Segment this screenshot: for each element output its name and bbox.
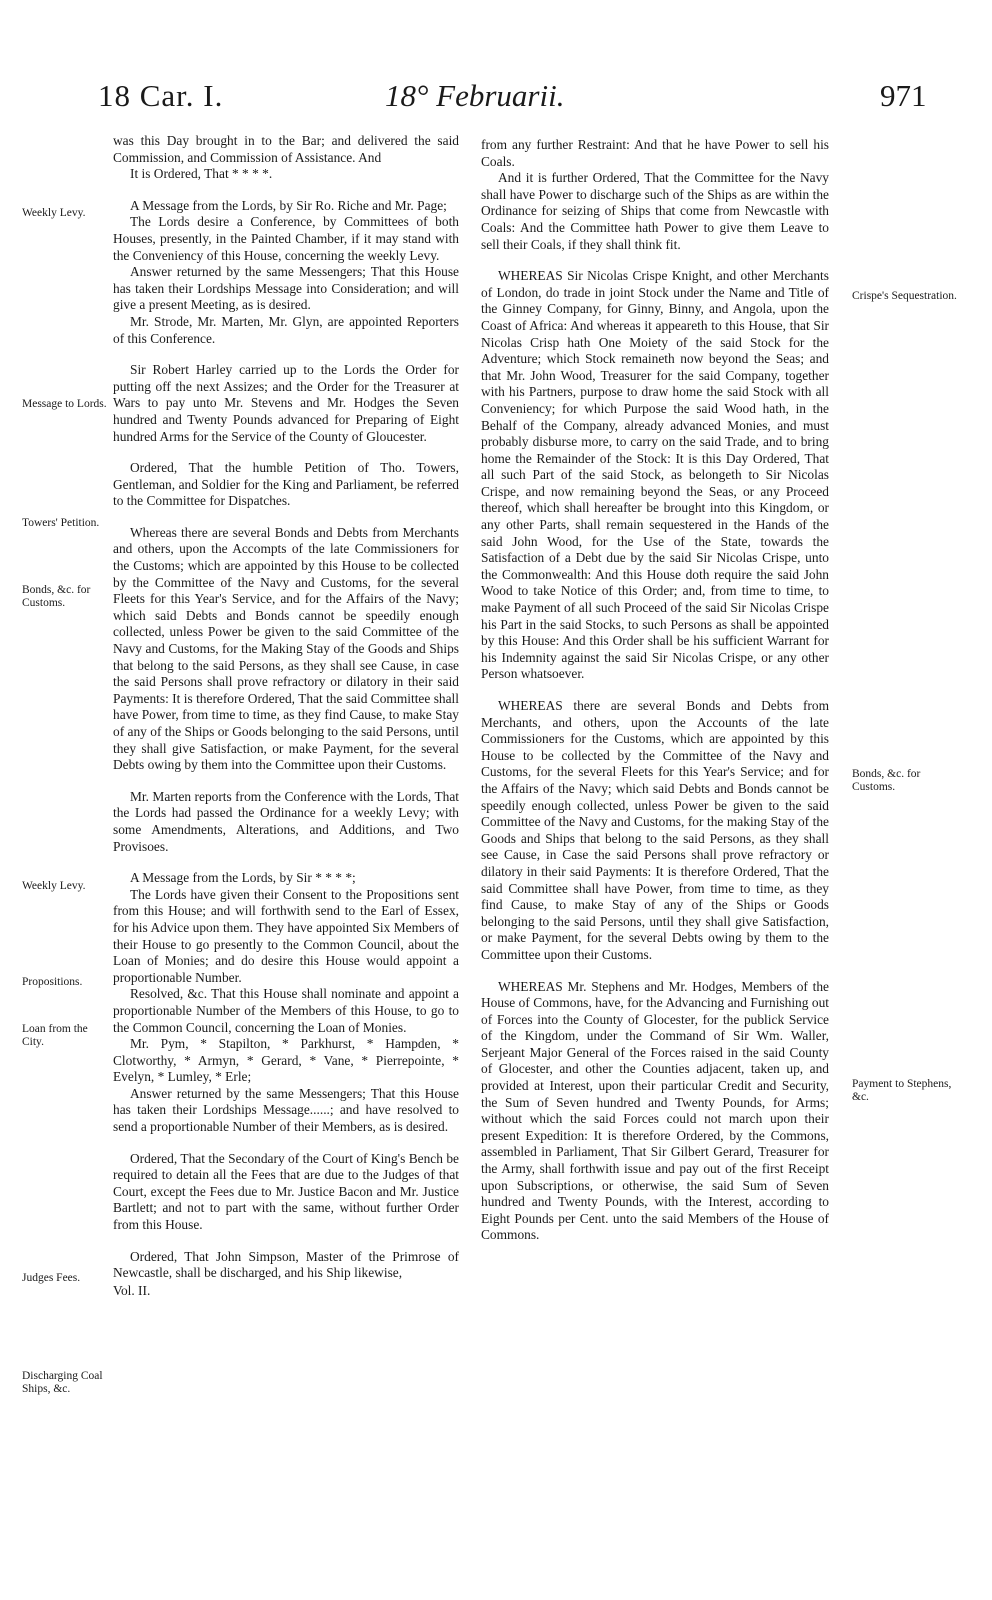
paragraph: Ordered, That the Secondary of the Court of King's Bench be required to detain all the Fees that are due to the Judges of that Court, except the Fees due to Mr. Justice Bacon and Mr. Justice Bartlett; and not to part with the same, without further Order from this House. — [113, 1150, 459, 1233]
paragraph: WHEREAS Mr. Stephens and Mr. Hodges, Members of the House of Commons, have, for the Advancing and Furnishing out of Forces into the County of Glocester, for the publick Service of the Kingdom, under the Command of Sir Wm. Waller, Serjeant Major General of the Forces raised in the said County of Glocester, and other the Counties adjacent, taken up, and provided at Interest, upon their particular Credit and Security, the Sum of Seven hundred and Twenty Pounds, for Arms; without which the said Forces could not march upon their present Expedition: It is therefore Ordered, by the Commons, assembled in Parliament, That Sir Gilbert Gerard, Treasurer for the Army, shall forthwith issue and pay out of the first Receipt upon Subscriptions, or otherwise, the said Sum of Seven hundred and Twenty Pounds, with the Interest, according to Eight Pounds per Cent. unto the said Members of the House of Commons. — [481, 978, 829, 1243]
paragraph: Ordered, That John Simpson, Master of the Primrose of Newcastle, shall be discharged, and his Ship likewise, — [113, 1248, 459, 1281]
margin-note-crispe-sequestration: Crispe's Sequestration. — [852, 290, 957, 302]
paragraph: The Lords desire a Conference, by Committees of both Houses, presently, in the Painted Chamber, if it may stand with the Conveniency of this House, concerning the weekly Levy. — [113, 214, 459, 263]
margin-note-bonds-customs: Bonds, &c. for Customs. — [22, 584, 91, 609]
paragraph: WHEREAS Sir Nicolas Crispe Knight, and other Merchants of London, do trade in joint Stock under the Name and Title of the Ginney Company, for Ginny, Binny, and Angola, upon the Coast of Africa: And whereas it appeareth to this House, that Sir Nicolas Crisp hath One Moiety of the said Stock for the Adventure; which Stock remaineth now beyond the Seas; and that Mr. John Wood, Treasurer for the said Company, together with his Partners, purpose to draw home the said Stock with all Conveniency; for which Purpose the said Wood hath, in the Behalf of the Company, already advanced Monies, and must probably disburse more, to carry on the said Trade, and to bring home the Remainder of the Stock: It is this Day Ordered, That all such Part of the said Stock, as belongeth to Sir Nicolas Crispe, and now remaining beyond the Seas, or any Proceed thereof, which shall hereafter be brought into this Kingdom, or any other Parts, shall remain sequestered in the Hands of the said John Wood, for the Use of the State, towards the Satisfaction of a Debt due by the said Sir Nicolas Crispe, unto the Commonwealth: And this House doth require the said John Wood to take Notice of this Order; and, from time to time, to make Payment of all such Proceed of the said Sir Nicolas Crispe his Part in the said Stocks, to such Persons as shall be appointed by this House: And this Order shall be his sufficient Warrant for his Indemnity against the said Sir Nicolas Crispe, or any other Person whatsoever. — [481, 268, 829, 682]
paragraph: Sir Robert Harley carried up to the Lords the Order for putting off the next Assizes; and the Order for the Treasurer at Wars to pay unto Mr. Stevens and Mr. Hodges the Seven hundred and Twenty Pounds advanced for Preparing of Eight hundred Arms for the Service of the County of Gloucester. — [113, 362, 459, 444]
paragraph: was this Day brought in to the Bar; and delivered the said Commission, and Commission of Assistance. And — [113, 133, 459, 165]
paragraph: A Message from the Lords, by Sir * * * *; — [130, 870, 356, 886]
margin-note-towers-petition: Towers' Petition. — [22, 517, 100, 529]
paragraph: A Message from the Lords, by Sir Ro. Riche and Mr. Page; — [130, 197, 447, 213]
page-header — [0, 60, 992, 130]
left-column — [113, 133, 459, 1299]
paragraph: Mr. Marten reports from the Conference with the Lords, That the Lords had passed the Ordinance for a weekly Levy; with some Amendments, Alterations, and Additions, and Two Provisoes. — [113, 788, 459, 854]
margin-note-discharging-coal-ships: Discharging Coal Ships, &c. — [22, 1370, 103, 1395]
paragraph: Answer returned by the same Messengers; That this House has taken their Lordships Message......; and have resolved to send a proportionable Number of their Members, as is desired. — [113, 1085, 459, 1135]
margin-note-loan-from-city: Loan from the City. — [22, 1023, 88, 1048]
page-number: 971 — [880, 78, 927, 113]
paragraph: from any further Restraint: And that he have Power to sell his Coals. — [481, 137, 829, 169]
margin-note-payment-to-stephens: Payment to Stephens, &c. — [852, 1078, 952, 1103]
margin-note-propositions: Propositions. — [22, 976, 83, 988]
margin-note-judges-fees: Judges Fees. — [22, 1272, 81, 1284]
paragraph: Whereas there are several Bonds and Debts from Merchants and others, upon the Accompts of the late Commissioners for the Customs; which are appointed by this House to be collected by the Committee of the Navy and Customs, for the several Fleets for this Year's Service, and for the Affairs of the Navy; which said Debts and Bonds cannot be speedily enough collected, unless Power be given to the said Committee of the Navy and Customs, for the Making Stay of the Goods and Ships that belong to the said Persons, as they shall see Cause, in case the said Persons shall prove refractory or dilatory in their said Payments: It is therefore Ordered, That the said Committee shall have Power, from time to time, as they find Cause, to make Stay of any of the Ships or Goods belonging to the said Persons, until they shall give Satisfaction, or make Payment, for the several Debts owing by them into the Committee upon their Customs. — [113, 524, 459, 773]
paragraph: Mr. Pym, * Stapilton, * Parkhurst, * Hampden, * Clotworthy, * Armyn, * Gerard, * Vane, * Pierrepointe, * Evelyn, * Lumley, * Erle; — [113, 1036, 459, 1085]
paragraph: Answer returned by the same Messengers; That this House has taken their Lordships Message into Consideration; and will give a present Meeting, as is desired. — [113, 264, 459, 313]
margin-note-message-to-lords: Message to Lords. — [22, 398, 107, 410]
paragraph: Mr. Strode, Mr. Marten, Mr. Glyn, are appointed Reporters of this Conference. — [113, 313, 459, 346]
paragraph: The Lords have given their Consent to the Propositions sent from this House; and will forthwith send to the Earl of Essex, for his Advice upon them. They have appointed Six Members of their House to go presently to the Common Council, about the Loan of Monies; and do desire this House would appoint a proportionable Number. — [113, 886, 459, 985]
margin-note-weekly-levy: Weekly Levy. — [22, 207, 86, 219]
paragraph: And it is further Ordered, That the Committee for the Navy shall have Power to discharge such of the Ships as are within the Ordinance for seizing of Ships that come from Newcastle with Coals: And the Committee hath Power to give them Leave to sell their Coals, if they shall think fit. — [481, 170, 829, 252]
paragraph: It is Ordered, That * * * *. — [130, 166, 273, 182]
margin-note-bonds-customs-right: Bonds, &c. for Customs. — [852, 768, 921, 793]
margin-note-weekly-levy-2: Weekly Levy. — [22, 880, 86, 892]
right-column — [481, 137, 829, 1244]
volume-footer: Vol. II. — [113, 1282, 151, 1298]
paragraph: WHEREAS there are several Bonds and Debts from Merchants, and others, upon the Accounts of the late Commissioners for the Customs, which are appointed by this House to be collected by the Committee of the Navy and Customs, for the several Fleets for this Year's Service; and for the Affairs of the Navy; which said Debts and Bonds cannot be speedily enough collected, unless Power be given to the said Committee of the Navy and Customs, for the making Stay of the Goods and Ships that belong to the said Persons, as they shall see Cause, in Case the said Persons shall prove refractory or dilatory in their said Payments: It is therefore Ordered, That the said Committee shall have Power, from time to time, as they find Cause, to make Stay of any of the Ships or Goods belonging to the said Persons, until they shall give Satisfaction, or make Payment, for the several Debts owing by them to the Committee upon their Customs. — [481, 698, 829, 962]
header-reign: 18 Car. I. — [98, 78, 224, 113]
paragraph: Resolved, &c. That this House shall nominate and appoint a proportionable Number of the Members of this House, to go to the Common Council, concerning the Loan of Monies. — [113, 986, 459, 1035]
header-date: 18° Februarii. — [385, 78, 565, 113]
paragraph: Ordered, That the humble Petition of Tho. Towers, Gentleman, and Soldier for the King and Parliament, be referred to the Committee for Dispatches. — [113, 460, 459, 509]
